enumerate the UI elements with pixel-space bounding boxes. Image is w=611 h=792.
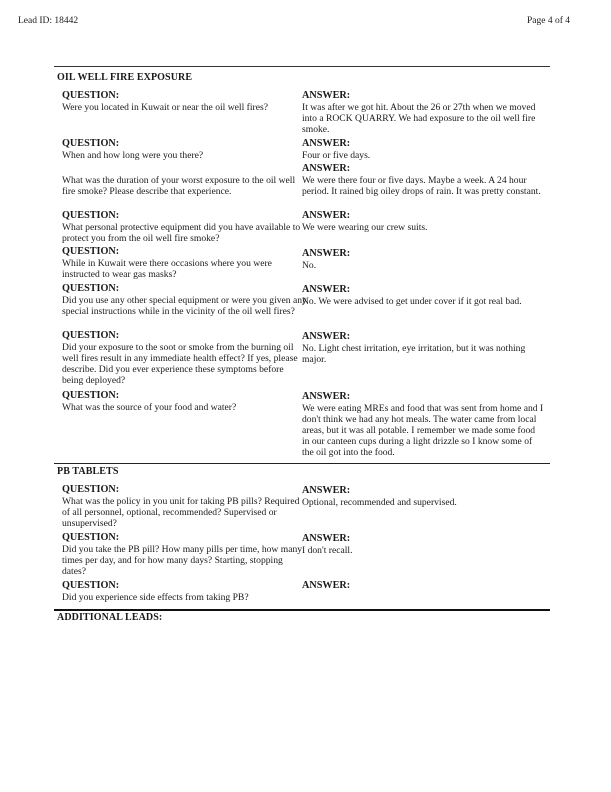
answer-block xyxy=(302,391,544,459)
section-title-pb: PB TABLETS xyxy=(57,466,119,477)
lead-id: Lead ID: 18442 xyxy=(18,16,79,26)
question-label: QUESTION: xyxy=(62,210,120,221)
question-block xyxy=(62,138,304,161)
answer-label: ANSWER: xyxy=(302,210,351,221)
answer-label: ANSWER: xyxy=(302,331,351,342)
answer-label: ANSWER: xyxy=(302,248,351,259)
answer-block xyxy=(302,90,544,135)
question-label: QUESTION: xyxy=(62,246,120,257)
answer-text: Four or five days. xyxy=(302,149,371,161)
question-label: QUESTION: xyxy=(62,138,120,149)
question-block xyxy=(62,210,312,244)
answer-label: ANSWER: xyxy=(302,391,351,402)
answer-block xyxy=(302,284,544,307)
answer-block xyxy=(302,210,544,233)
question-label: QUESTION: xyxy=(62,532,120,543)
answer-text: We were wearing our crew suits. xyxy=(302,221,428,233)
question-block xyxy=(62,330,304,386)
answer-label: ANSWER: xyxy=(302,138,351,149)
question-label: QUESTION: xyxy=(62,330,120,341)
question-text: Did you experience side effects from taking PB? xyxy=(62,591,249,603)
question-block xyxy=(62,390,304,413)
page-number: Page 4 of 4 xyxy=(527,16,571,26)
question-block xyxy=(62,90,304,113)
question-text: While in Kuwait were there occasions where you were instructed to wear gas masks? xyxy=(62,257,272,280)
question-text: What was the source of your food and water? xyxy=(62,401,237,413)
question-text: Were you located in Kuwait or near the oil well fires? xyxy=(62,101,268,113)
question-block xyxy=(62,246,304,280)
answer-block xyxy=(302,580,544,592)
answer-text: I don't recall. xyxy=(302,544,353,556)
answer-block xyxy=(302,533,544,556)
question-text: Did you use any other special equipment or were you given any special instructions while in the vicinity of the oil well fires? xyxy=(62,294,307,317)
answer-text: No. xyxy=(302,259,317,271)
question-label: QUESTION: xyxy=(62,390,120,401)
question-text: What was the policy in you unit for taking PB pills? Required of all personnel, optional, recommended? Supervised or unsupervised? xyxy=(62,495,300,529)
question-label: QUESTION: xyxy=(62,484,120,495)
answer-text: We were eating MREs and food that was sent from home and I don't think we had any hot meals. The water came from local areas, but it was all potable. I remember we made some food in our canteen cups during a light drizzle so I know some of the oil got into the food. xyxy=(302,402,544,459)
answer-block xyxy=(302,331,544,365)
section-title-additional: ADDITIONAL LEADS: xyxy=(57,612,163,623)
answer-text: No. Light chest irritation, eye irritation, but it was nothing major. xyxy=(302,342,526,365)
answer-block xyxy=(302,138,544,161)
top-divider xyxy=(54,66,550,67)
answer-block xyxy=(302,485,544,508)
section-title-oil: OIL WELL FIRE EXPOSURE xyxy=(57,72,193,83)
answer-block xyxy=(302,163,544,197)
answer-text: Optional, recommended and supervised. xyxy=(302,496,457,508)
section-divider xyxy=(54,463,550,464)
answer-label: ANSWER: xyxy=(302,580,351,591)
answer-label: ANSWER: xyxy=(302,90,351,101)
answer-text: We were there four or five days. Maybe a week. A 24 hour period. It rained big oiley drops of rain. It was pretty constant. xyxy=(302,174,541,197)
question-text: When and how long were you there? xyxy=(62,149,204,161)
answer-label: ANSWER: xyxy=(302,284,351,295)
section-divider xyxy=(54,609,550,611)
answer-text: It was after we got hit. About the 26 or 27th when we moved into a ROCK QUARRY. We had exposure to the oil well fire smoke. xyxy=(302,101,536,135)
answer-label: ANSWER: xyxy=(302,485,351,496)
question-block xyxy=(62,283,312,317)
answer-text: No. We were advised to get under cover if it got real bad. xyxy=(302,295,522,307)
answer-label: ANSWER: xyxy=(302,533,351,544)
question-text: Did you take the PB pill? How many pills per time, how many times per day, and for how many days? Starting, stopping dates? xyxy=(62,543,303,577)
question-block xyxy=(62,580,304,603)
question-block xyxy=(62,532,304,577)
question-block xyxy=(62,163,304,197)
question-label: QUESTION: xyxy=(62,283,120,294)
question-label: QUESTION: xyxy=(62,90,120,101)
question-label: QUESTION: xyxy=(62,580,120,591)
answer-block xyxy=(302,248,544,271)
question-text: What was the duration of your worst exposure to the oil well fire smoke? Please describe that experience. xyxy=(62,174,296,197)
answer-label: ANSWER: xyxy=(302,163,351,174)
question-text: Did your exposure to the soot or smoke from the burning oil well fires result in any immediate health effect? If yes, please describe. Did you ever experience these symptoms before being deployed? xyxy=(62,341,298,387)
question-text: What personal protective equipment did you have available to protect you from the oil well fire smoke? xyxy=(62,221,301,244)
question-block xyxy=(62,484,304,529)
